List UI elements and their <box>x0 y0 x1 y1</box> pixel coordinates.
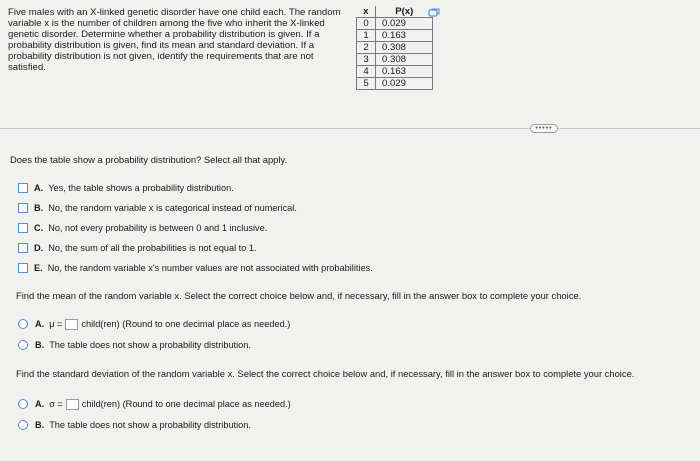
option-letter: B. <box>35 340 45 350</box>
expand-more-button[interactable] <box>530 124 558 133</box>
option-text: child(ren) (Round to one decimal place as needed.) <box>81 399 291 409</box>
table-cell-x: 3 <box>357 54 376 66</box>
table-cell-x: 0 <box>357 18 376 30</box>
table-cell-px: 0.308 <box>376 54 433 66</box>
option-letter: C. <box>34 223 44 233</box>
radio-button[interactable] <box>18 319 28 329</box>
table-row <box>357 54 433 66</box>
table-header-x: x <box>357 6 376 18</box>
table-row <box>357 78 433 90</box>
table-cell-x: 2 <box>357 42 376 54</box>
question-3-prompt: Find the standard deviation of the random variable x. Select the correct choice below and, if necessary, fill in the answer box to complete your choice. <box>16 368 635 379</box>
radio-button[interactable] <box>18 340 28 350</box>
section-divider <box>0 128 700 129</box>
option-letter: A. <box>35 399 45 409</box>
table-header-px: P(x) <box>376 6 433 18</box>
checkbox[interactable] <box>18 263 28 273</box>
table-cell-px: 0.029 <box>376 78 433 90</box>
table-cell-px: 0.029 <box>376 18 433 30</box>
q3-option-b[interactable] <box>18 419 251 431</box>
option-text: child(ren) (Round to one decimal place as needed.) <box>81 319 291 329</box>
mean-symbol: μ = <box>49 319 63 329</box>
option-letter: B. <box>35 420 45 430</box>
radio-button[interactable] <box>18 420 28 430</box>
option-text: Yes, the table shows a probability distribution. <box>48 183 234 193</box>
probability-table <box>356 6 433 90</box>
table-cell-px: 0.163 <box>376 30 433 42</box>
option-letter: B. <box>34 203 44 213</box>
option-text: No, not every probability is between 0 and 1 inclusive. <box>48 223 268 233</box>
table-cell-px: 0.163 <box>376 66 433 78</box>
option-letter: E. <box>34 263 43 273</box>
q1-option-e[interactable] <box>18 262 373 274</box>
checkbox[interactable] <box>18 223 28 233</box>
q1-option-a[interactable] <box>18 182 234 194</box>
option-letter: A. <box>34 183 44 193</box>
option-letter: A. <box>35 319 45 329</box>
q1-option-b[interactable] <box>18 202 297 214</box>
table-row <box>357 30 433 42</box>
option-text: No, the random variable x's number values are not associated with probabilities. <box>47 263 373 273</box>
table-cell-x: 4 <box>357 66 376 78</box>
copy-table-icon[interactable] <box>428 8 440 18</box>
checkbox[interactable] <box>18 203 28 213</box>
q3-option-a[interactable] <box>18 398 291 410</box>
option-text: No, the random variable x is categorical instead of numerical. <box>48 203 297 213</box>
checkbox[interactable] <box>18 243 28 253</box>
table-row <box>357 66 433 78</box>
more-dots-icon: ••••• <box>535 125 553 132</box>
table-cell-x: 1 <box>357 30 376 42</box>
option-text: No, the sum of all the probabilities is not equal to 1. <box>48 243 257 253</box>
q1-option-c[interactable] <box>18 222 267 234</box>
radio-button[interactable] <box>18 399 28 409</box>
q1-option-d[interactable] <box>18 242 257 254</box>
table-row <box>357 42 433 54</box>
table-cell-px: 0.308 <box>376 42 433 54</box>
q2-option-a[interactable] <box>18 318 290 330</box>
q2-option-b[interactable] <box>18 339 251 351</box>
option-letter: D. <box>34 243 44 253</box>
table-cell-x: 5 <box>357 78 376 90</box>
std-dev-answer-input[interactable] <box>66 399 79 410</box>
std-dev-symbol: σ = <box>49 399 63 409</box>
mean-answer-input[interactable] <box>65 319 78 330</box>
option-text: The table does not show a probability distribution. <box>49 340 251 350</box>
problem-statement: Five males with an X-linked genetic disorder have one child each. The random variable x is the number of children among the five who inherit the X-linked genetic disorder. Determine whether a probability distribution is given. If a probability distribution is given, find its mean and standard deviation. If a probability distribution is not given, identify the requirements that are not satisfied. <box>8 7 341 73</box>
option-text: The table does not show a probability distribution. <box>49 420 251 430</box>
question-2-prompt: Find the mean of the random variable x. Select the correct choice below and, if necessary, fill in the answer box to complete your choice. <box>16 290 582 301</box>
question-1-prompt: Does the table show a probability distribution? Select all that apply. <box>10 154 288 165</box>
checkbox[interactable] <box>18 183 28 193</box>
table-row <box>357 18 433 30</box>
